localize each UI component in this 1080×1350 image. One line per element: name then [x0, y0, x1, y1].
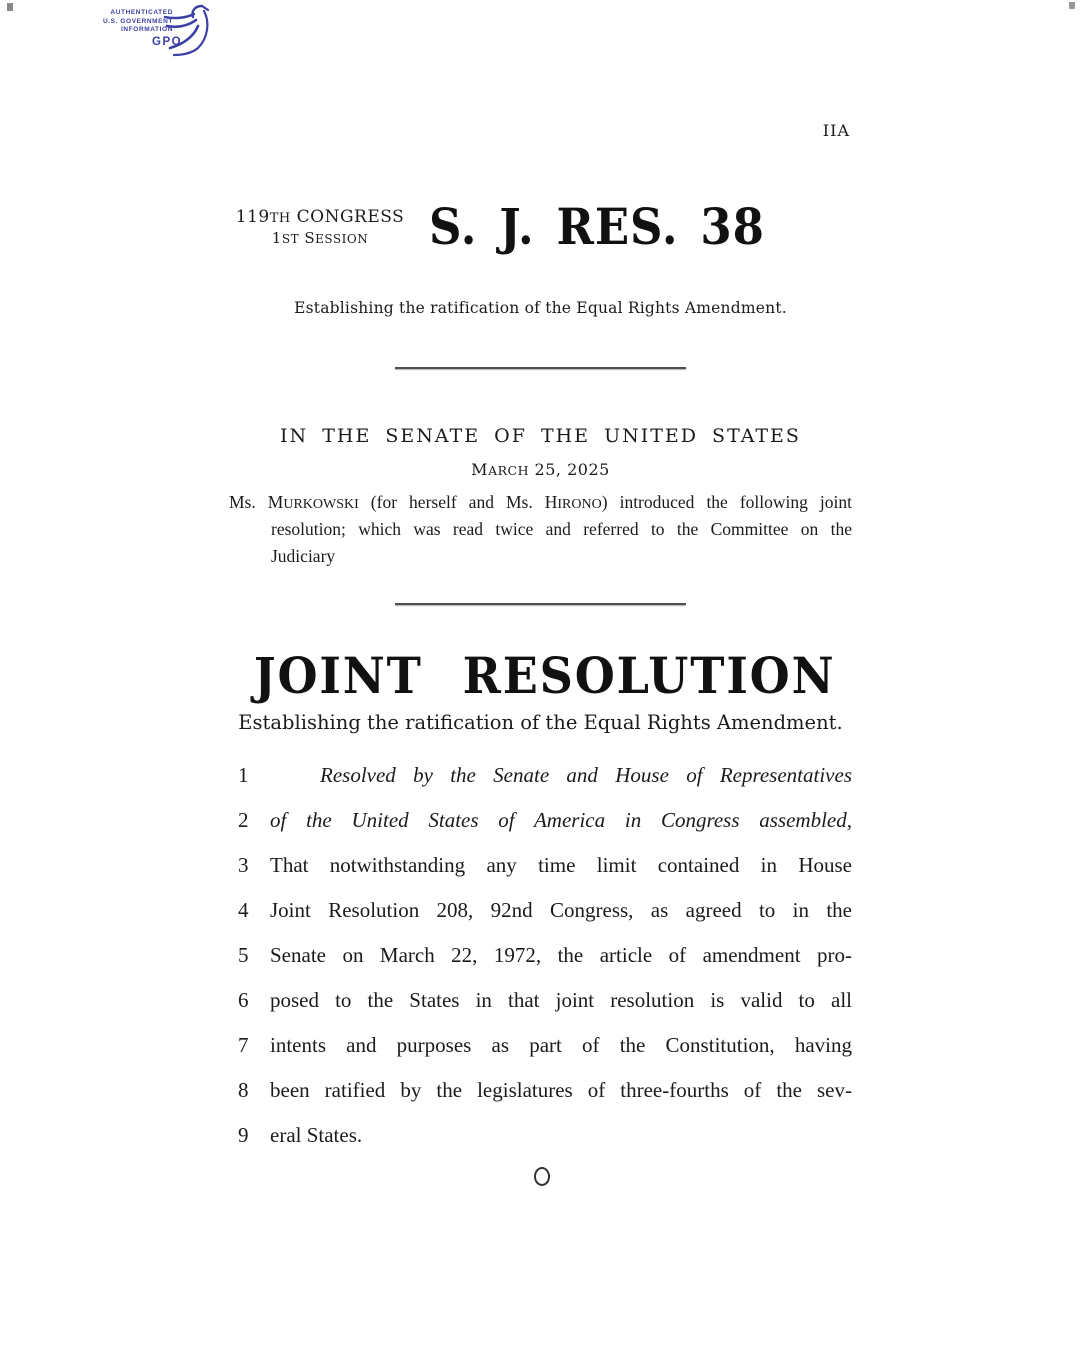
senate-caption: IN THE SENATE OF THE UNITED STATES — [280, 425, 801, 447]
line-number: 7 — [238, 1033, 249, 1057]
end-of-bill-circle-icon — [534, 1167, 550, 1186]
resolution-line — [229, 987, 852, 1032]
gpo-logo-line: U.S. GOVERNMENT — [102, 17, 173, 25]
resolution-title: Establishing the ratification of the Equal Rights Amendment. — [238, 711, 843, 734]
sponsor-paragraph — [229, 489, 852, 570]
resolution-line — [229, 1032, 852, 1077]
gpo-logo-line: INFORMATION — [121, 26, 173, 33]
congress-session-block — [229, 201, 411, 249]
bill-number: S. J. RES. 38 — [429, 197, 765, 256]
resolution-line — [229, 852, 852, 897]
line-text: of the United States of America in Congress assembled, — [270, 808, 852, 832]
congress-line: 119TH CONGRESS — [235, 207, 405, 227]
sponsor-line: Ms. MURKOWSKI (for herself and Ms. HIRONO) introduced the following joint — [229, 492, 852, 512]
resolution-line — [229, 942, 852, 987]
resolution-line — [229, 807, 852, 852]
gpo-eagle-icon — [159, 2, 217, 65]
divider-rule — [395, 367, 686, 369]
divider-rule — [395, 603, 686, 605]
resolution-lines — [229, 762, 852, 1167]
line-number: 1 — [238, 763, 249, 787]
introduction-date: MARCH 25, 2025 — [471, 460, 610, 479]
line-text: Joint Resolution 208, 92nd Congress, as agreed to in the — [270, 898, 852, 922]
gpo-logo-line: AUTHENTICATED — [110, 9, 173, 16]
line-text: been ratified by the legislatures of three-fourths of the sev- — [270, 1078, 852, 1102]
line-text: posed to the States in that joint resolution is valid to all — [270, 988, 852, 1012]
joint-resolution-heading: JOINT RESOLUTION — [253, 646, 836, 705]
line-text: eral States. — [270, 1123, 363, 1147]
sponsor-line: resolution; which was read twice and referred to the Committee on the — [271, 519, 852, 539]
line-text: intents and purposes as part of the Constitution, having — [270, 1033, 852, 1057]
gpo-authentication-logo — [95, 2, 225, 64]
line-number: 3 — [238, 853, 249, 877]
resolution-line — [229, 762, 852, 807]
resolution-line — [229, 897, 852, 942]
sponsor-line: Judiciary — [271, 546, 336, 566]
line-number: 9 — [238, 1123, 249, 1147]
line-text: Senate on March 22, 1972, the article of amendment pro- — [270, 943, 852, 967]
resolution-line — [229, 1077, 852, 1122]
scan-artifact — [1069, 2, 1075, 9]
line-number: 8 — [238, 1078, 249, 1102]
line-number: 2 — [238, 808, 249, 832]
resolution-line — [229, 1122, 852, 1167]
official-title: Establishing the ratification of the Equal Rights Amendment. — [294, 299, 787, 317]
line-number: 6 — [238, 988, 249, 1012]
gpo-wordmark: GPO — [152, 36, 183, 48]
session-line: 1ST SESSION — [271, 229, 369, 247]
line-number: 4 — [238, 898, 249, 922]
calendar-marker: IIA — [822, 121, 850, 140]
line-text: That notwithstanding any time limit contained in House — [270, 853, 852, 877]
line-number: 5 — [238, 943, 249, 967]
scan-artifact — [7, 3, 13, 11]
bill-header — [229, 197, 802, 256]
line-text: Resolved by the Senate and House of Representatives — [320, 763, 852, 787]
document-body — [229, 0, 852, 1350]
